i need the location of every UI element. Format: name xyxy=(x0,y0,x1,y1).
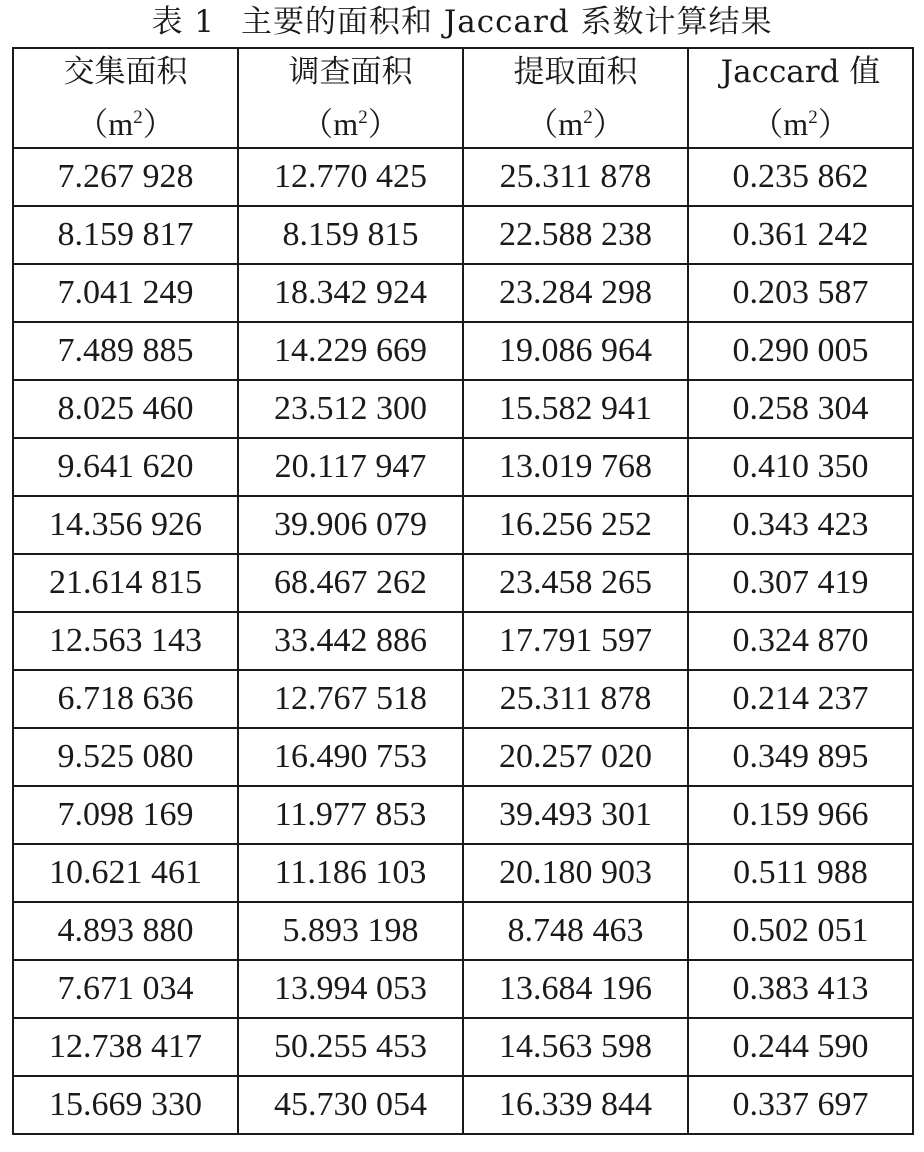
header-label: 提取面积 xyxy=(513,54,638,90)
table-body xyxy=(13,148,913,1134)
table-cell: 6.718 636 xyxy=(13,670,238,728)
table-row xyxy=(13,728,913,786)
header-unit: $(m^2)$ xyxy=(751,106,850,142)
table-row xyxy=(13,844,913,902)
table-cell: 19.086 964 xyxy=(463,322,688,380)
table-row xyxy=(13,380,913,438)
table-row xyxy=(13,786,913,844)
table-cell: 0.290 005 xyxy=(688,322,913,380)
table-cell: 20.257 020 xyxy=(463,728,688,786)
table-cell: 45.730 054 xyxy=(238,1076,463,1134)
table-row xyxy=(13,206,913,264)
table-cell: 0.244 590 xyxy=(688,1018,913,1076)
table-cell: 16.490 753 xyxy=(238,728,463,786)
table-row xyxy=(13,322,913,380)
table-cell: 7.041 249 xyxy=(13,264,238,322)
table-row xyxy=(13,612,913,670)
table-cell: 14.229 669 xyxy=(238,322,463,380)
table-cell: 22.588 238 xyxy=(463,206,688,264)
table-cell: 0.511 988 xyxy=(688,844,913,902)
table-cell: 8.748 463 xyxy=(463,902,688,960)
table-cell: 15.669 330 xyxy=(13,1076,238,1134)
table-cell: 13.684 196 xyxy=(463,960,688,1018)
table-cell: 8.025 460 xyxy=(13,380,238,438)
table-row xyxy=(13,670,913,728)
table-cell: 12.767 518 xyxy=(238,670,463,728)
table-cell: 0.343 423 xyxy=(688,496,913,554)
table-cell: 14.563 598 xyxy=(463,1018,688,1076)
table-row xyxy=(13,438,913,496)
table-cell: 5.893 198 xyxy=(238,902,463,960)
header-label: 交集面积 xyxy=(63,54,188,90)
table-cell: 0.235 862 xyxy=(688,148,913,206)
table-cell: 17.791 597 xyxy=(463,612,688,670)
table-cell: 7.267 928 xyxy=(13,148,238,206)
table-row xyxy=(13,902,913,960)
table-cell: 25.311 878 xyxy=(463,148,688,206)
table-row xyxy=(13,554,913,612)
table-cell: 11.977 853 xyxy=(238,786,463,844)
header-extracted-area xyxy=(463,48,688,148)
table-cell: 7.489 885 xyxy=(13,322,238,380)
table-cell: 20.180 903 xyxy=(463,844,688,902)
table-cell: 0.307 419 xyxy=(688,554,913,612)
results-table xyxy=(12,47,914,1135)
header-unit: $(m^2)$ xyxy=(301,106,400,142)
table-cell: 0.159 966 xyxy=(688,786,913,844)
table-cell: 21.614 815 xyxy=(13,554,238,612)
table-cell: 20.117 947 xyxy=(238,438,463,496)
table-row xyxy=(13,496,913,554)
table-cell: 16.339 844 xyxy=(463,1076,688,1134)
table-cell: 13.019 768 xyxy=(463,438,688,496)
table-cell: 25.311 878 xyxy=(463,670,688,728)
table-cell: 9.525 080 xyxy=(13,728,238,786)
table-cell: 12.738 417 xyxy=(13,1018,238,1076)
header-unit: $(m^2)$ xyxy=(76,106,175,142)
table-cell: 39.906 079 xyxy=(238,496,463,554)
header-label: Jaccard 值 xyxy=(720,54,881,90)
header-unit: $(m^2)$ xyxy=(526,106,625,142)
table-cell: 14.356 926 xyxy=(13,496,238,554)
table-cell: 8.159 815 xyxy=(238,206,463,264)
table-cell: 0.324 870 xyxy=(688,612,913,670)
table-number: 表 1 xyxy=(151,4,216,40)
table-cell: 8.159 817 xyxy=(13,206,238,264)
header-label: 调查面积 xyxy=(288,54,413,90)
table-caption xyxy=(0,0,924,44)
table-cell: 0.502 051 xyxy=(688,902,913,960)
table-cell: 13.994 053 xyxy=(238,960,463,1018)
table-cell: 0.383 413 xyxy=(688,960,913,1018)
table-cell: 0.361 242 xyxy=(688,206,913,264)
header-survey-area xyxy=(238,48,463,148)
header-intersection-area xyxy=(13,48,238,148)
table-cell: 0.337 697 xyxy=(688,1076,913,1134)
table-cell: 0.214 237 xyxy=(688,670,913,728)
table-cell: 12.563 143 xyxy=(13,612,238,670)
table-cell: 23.458 265 xyxy=(463,554,688,612)
table-cell: 33.442 886 xyxy=(238,612,463,670)
header-jaccard-value xyxy=(688,48,913,148)
table-cell: 9.641 620 xyxy=(13,438,238,496)
table-cell: 18.342 924 xyxy=(238,264,463,322)
table-cell: 7.671 034 xyxy=(13,960,238,1018)
table-title: 主要的面积和 Jaccard 系数计算结果 xyxy=(241,4,773,40)
table-row xyxy=(13,264,913,322)
table-cell: 0.410 350 xyxy=(688,438,913,496)
header-row xyxy=(13,48,913,148)
table-cell: 68.467 262 xyxy=(238,554,463,612)
table-cell: 0.203 587 xyxy=(688,264,913,322)
table-cell: 16.256 252 xyxy=(463,496,688,554)
table-row xyxy=(13,1018,913,1076)
table-cell: 4.893 880 xyxy=(13,902,238,960)
table-cell: 23.512 300 xyxy=(238,380,463,438)
table-row xyxy=(13,1076,913,1134)
table-cell: 12.770 425 xyxy=(238,148,463,206)
table-cell: 15.582 941 xyxy=(463,380,688,438)
table-cell: 23.284 298 xyxy=(463,264,688,322)
table-cell: 11.186 103 xyxy=(238,844,463,902)
table-row xyxy=(13,960,913,1018)
table-cell: 39.493 301 xyxy=(463,786,688,844)
table-row xyxy=(13,148,913,206)
table-cell: 50.255 453 xyxy=(238,1018,463,1076)
table-cell: 0.258 304 xyxy=(688,380,913,438)
table-cell: 10.621 461 xyxy=(13,844,238,902)
table-cell: 0.349 895 xyxy=(688,728,913,786)
table-cell: 7.098 169 xyxy=(13,786,238,844)
